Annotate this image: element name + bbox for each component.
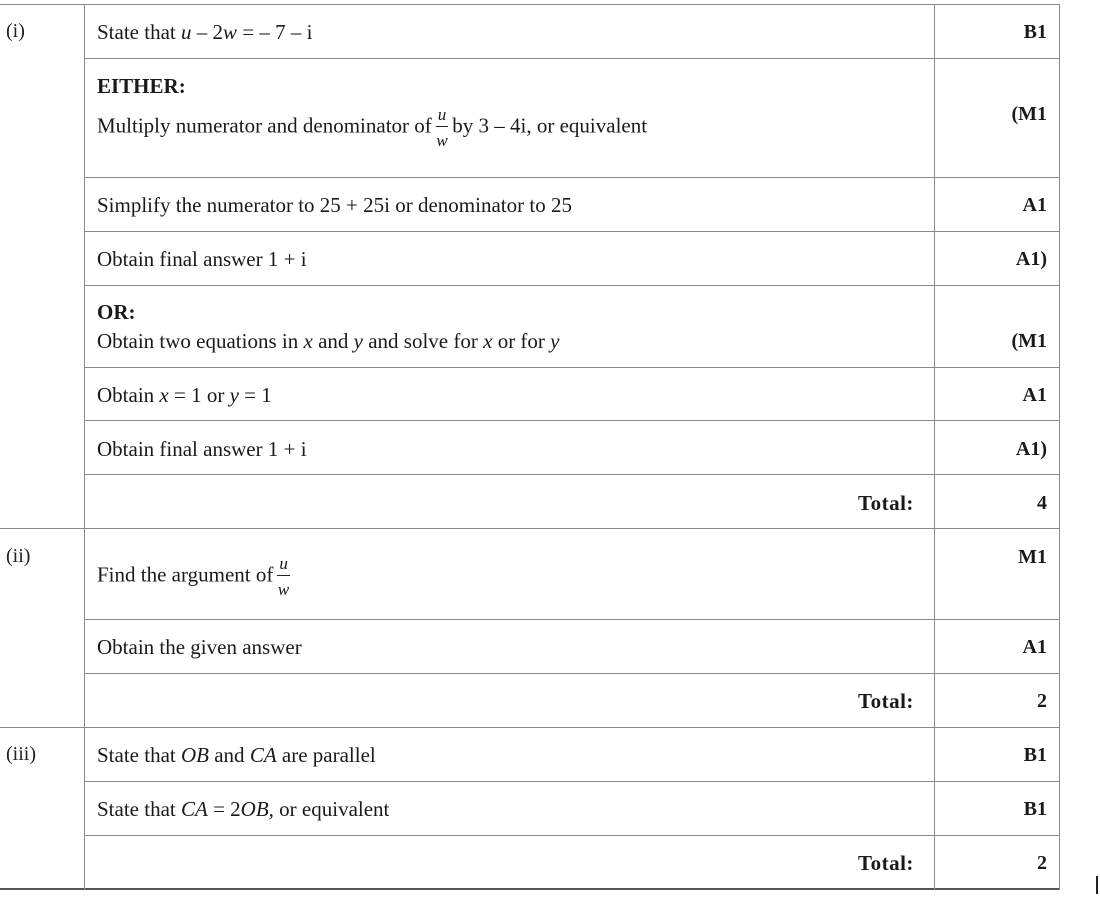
method-heading: OR: (97, 300, 136, 324)
mark-code: B1 (1023, 798, 1047, 820)
criterion-text: Find the argument of $\frac{u}{w}$ (97, 554, 290, 599)
criterion-text: Obtain final answer 1 + i (97, 247, 307, 271)
part-divider (0, 528, 1060, 529)
total-value: 2 (1037, 852, 1047, 874)
mark-code: A1) (1015, 438, 1047, 460)
part-label: (ii) (6, 545, 31, 567)
row-divider (85, 835, 1060, 836)
row-divider (85, 285, 1060, 286)
mark-code: M1 (1018, 546, 1047, 568)
fraction: $\frac{u}{w}$ (277, 554, 290, 599)
column-divider (1059, 4, 1060, 890)
mark-code: B1 (1023, 21, 1047, 43)
total-label: Total: (858, 851, 914, 875)
total-value: 4 (1037, 492, 1047, 514)
mark-code: A1) (1015, 248, 1047, 270)
total-value: 2 (1037, 690, 1047, 712)
part-label: (iii) (6, 743, 36, 765)
row-divider (85, 58, 1060, 59)
mark-code: A1 (1022, 384, 1047, 406)
row-divider (85, 474, 1060, 475)
row-divider (85, 673, 1060, 674)
mark-code: (M1 (1011, 103, 1047, 125)
mark-code: A1 (1022, 636, 1047, 658)
row-divider (85, 367, 1060, 368)
part-divider (0, 727, 1060, 728)
criterion-text: State that CA = 2OB, or equivalent (97, 797, 390, 821)
mark-code: A1 (1022, 194, 1047, 216)
criterion-text: State that OB and CA are parallel (97, 743, 376, 767)
column-divider (934, 4, 935, 890)
total-label: Total: (858, 689, 914, 713)
row-divider (85, 619, 1060, 620)
fraction: $\frac{u}{w}$ (436, 105, 448, 150)
criterion-text: Multiply numerator and denominator of $\frac{u}{w}$ by 3 – 4i, or equivalent (97, 105, 648, 150)
row-divider (85, 781, 1060, 782)
part-label: (i) (6, 20, 25, 42)
mark-code: B1 (1023, 744, 1047, 766)
criterion-text: State that u – 2w = – 7 – i (97, 20, 313, 44)
method-heading: EITHER: (97, 74, 186, 98)
criterion-text: Simplify the numerator to 25 + 25i or denominator to 25 (97, 193, 572, 217)
row-divider (0, 4, 1060, 5)
text-cursor (1096, 876, 1098, 894)
total-label: Total: (858, 491, 914, 515)
criterion-text: Obtain the given answer (97, 635, 302, 659)
row-divider (85, 420, 1060, 421)
row-divider (85, 177, 1060, 178)
table-bottom-border (0, 888, 1060, 890)
criterion-text: Obtain two equations in x and y and solve for x or for y (97, 329, 560, 353)
criterion-text: Obtain x = 1 or y = 1 (97, 383, 272, 407)
column-divider (84, 4, 85, 890)
mark-code: (M1 (1011, 330, 1047, 352)
row-divider (85, 231, 1060, 232)
criterion-text: Obtain final answer 1 + i (97, 437, 307, 461)
